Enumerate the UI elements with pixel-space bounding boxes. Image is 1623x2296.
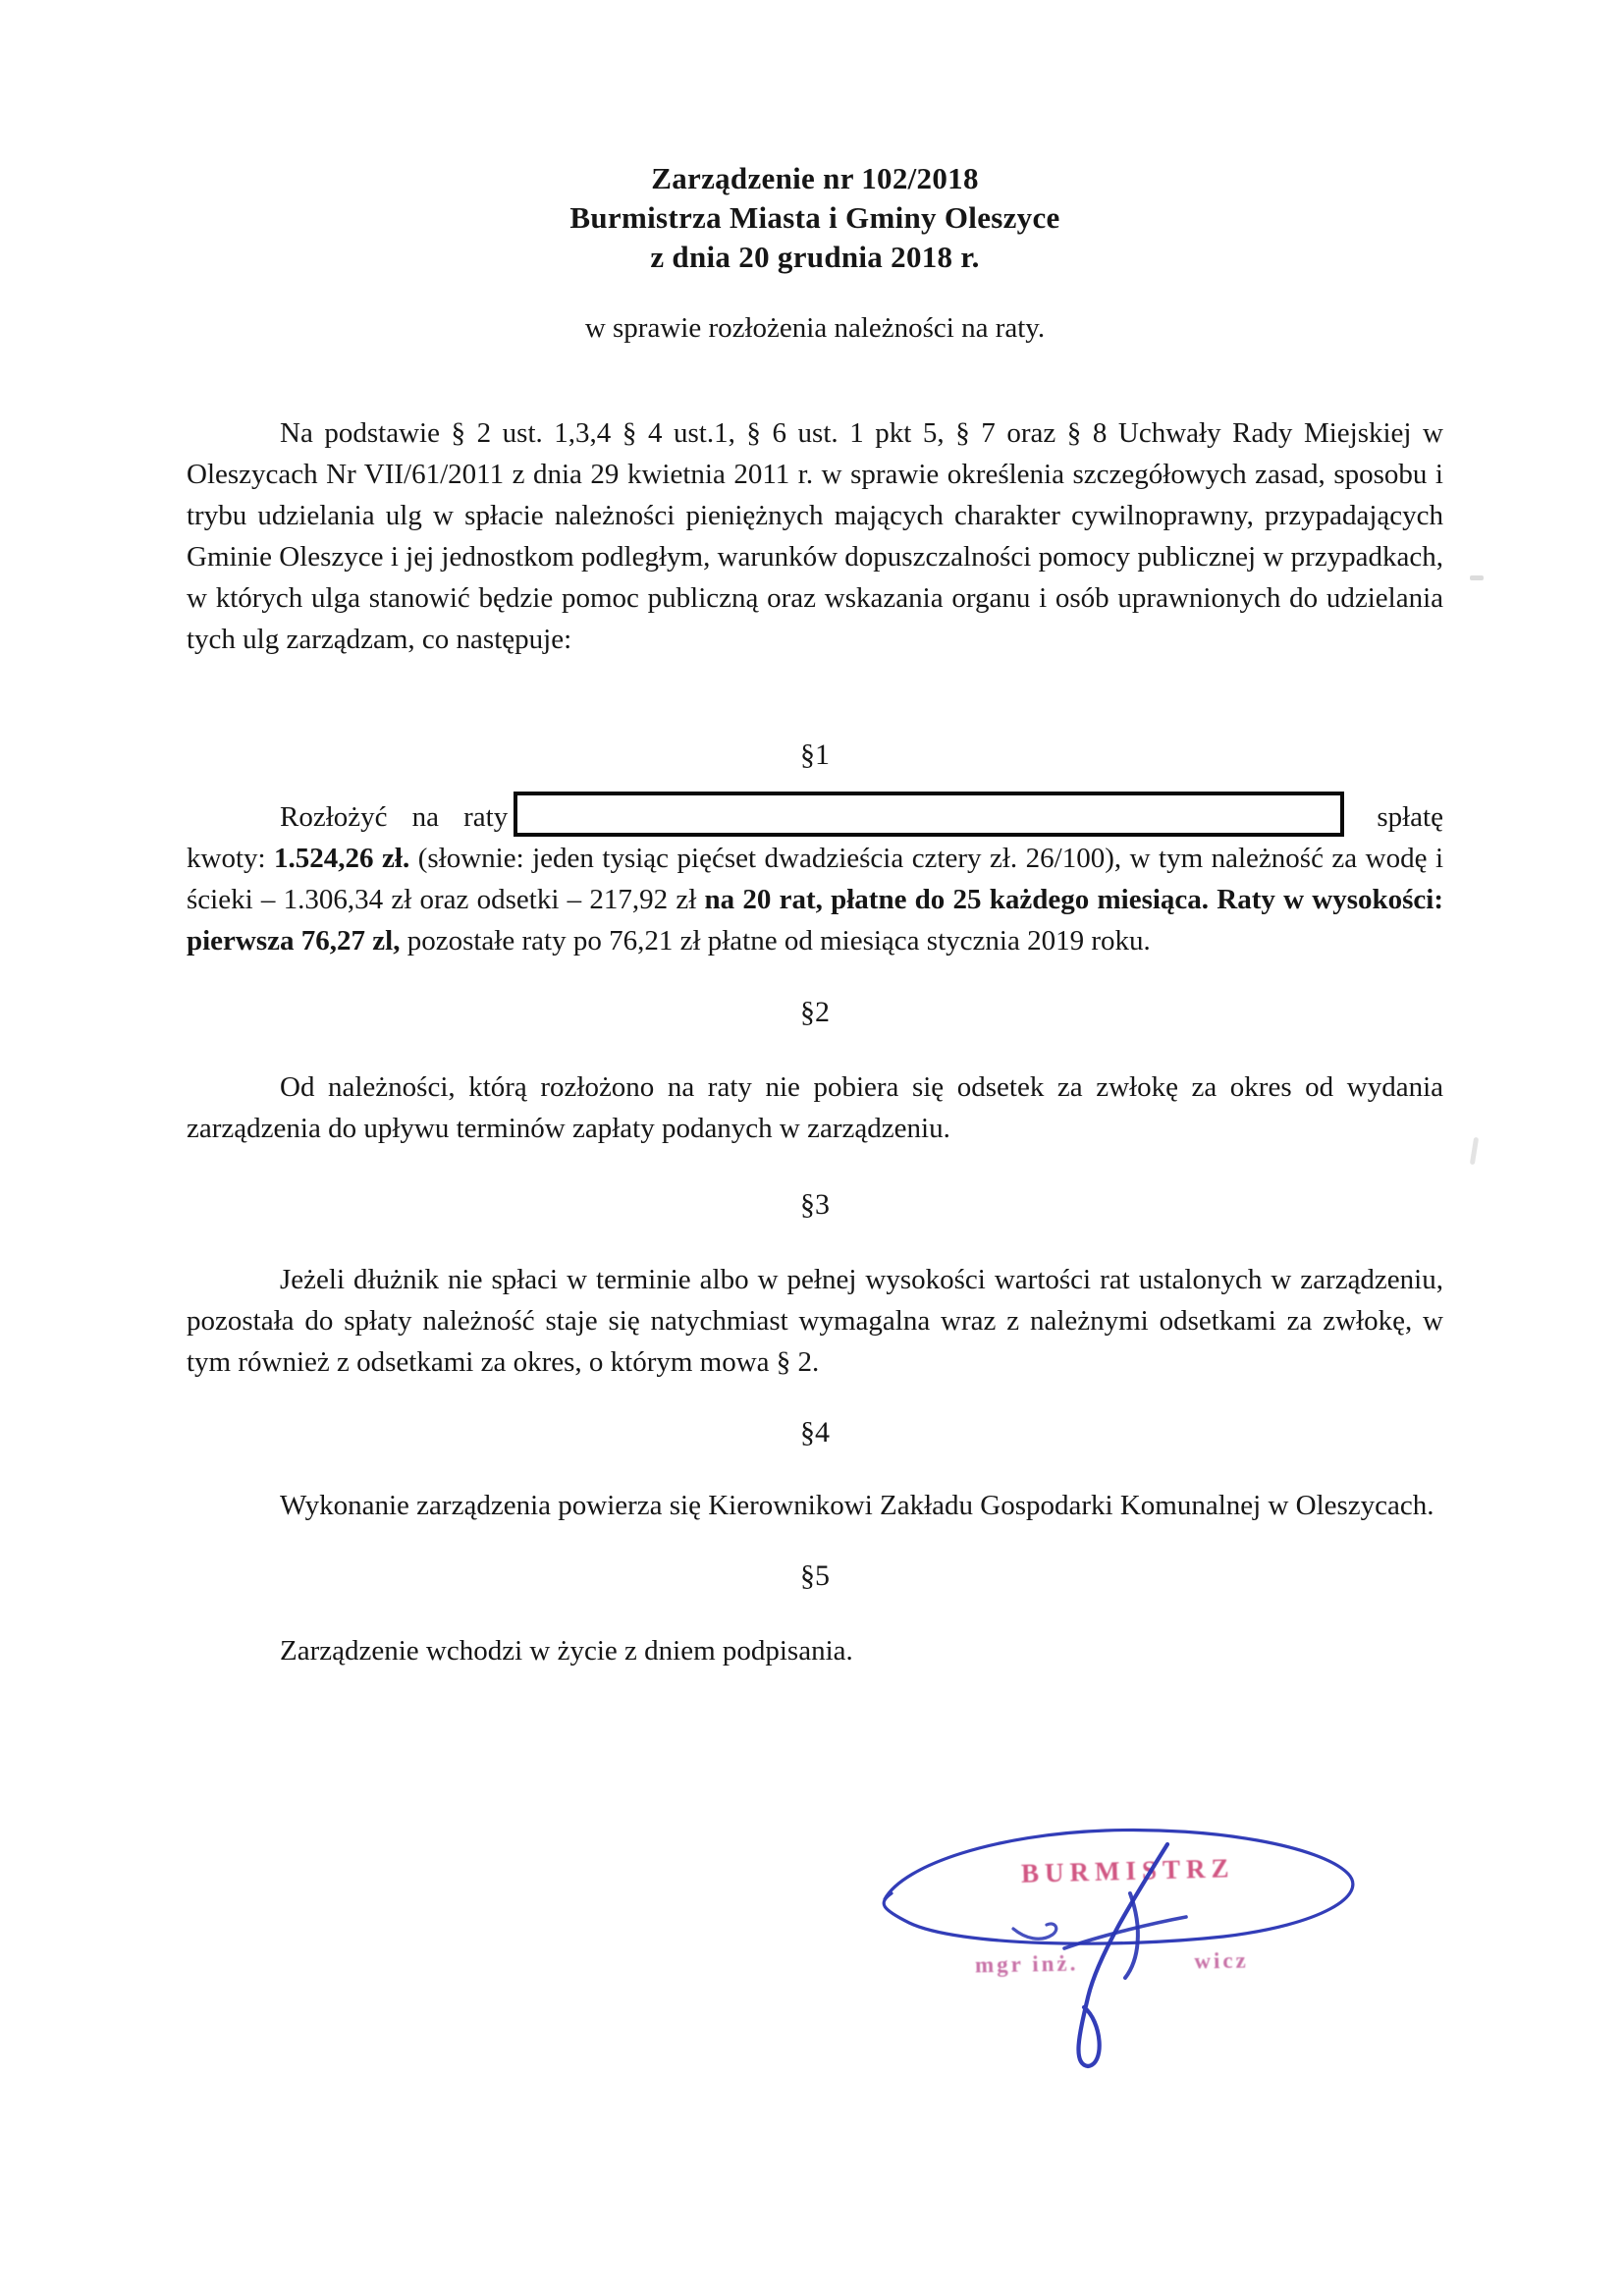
section-1-text-after-box: spłatę kwoty: bbox=[187, 801, 1443, 874]
installment-terms-bold: na 20 rat, płatne do 25 każdego miesiąca. Raty w wysokości: pierwsza 76,27 zl, bbox=[187, 884, 1443, 957]
section-2-paragraph: Od należności, którą rozłożono na raty nie pobiera się odsetek za zwłokę za okres od wydania zarządzenia do upływu terminów zapłaty podanych w zarządzeniu. bbox=[187, 1071, 1443, 1144]
section-1-paragraph bbox=[187, 792, 1443, 961]
mayor-stamp-title: BURMISTRZ bbox=[1020, 1853, 1235, 1888]
section-1-text-tail: pozostałe raty po 76,21 zł płatne od miesiąca stycznia 2019 roku. bbox=[400, 925, 1151, 957]
section-4-paragraph: Wykonanie zarządzenia powierza się Kierownikowi Zakładu Gospodarki Komunalnej w Oleszycach. bbox=[280, 1490, 1434, 1521]
section-3-heading: §3 bbox=[800, 1188, 830, 1221]
scan-artifact bbox=[1470, 575, 1484, 580]
section-1-heading: §1 bbox=[800, 738, 830, 771]
scan-artifact bbox=[1470, 1137, 1479, 1165]
stamp-name-suffix: wicz bbox=[1194, 1947, 1249, 1974]
handwritten-signature-ink bbox=[831, 1774, 1420, 2088]
subject-line: w sprawie rozłożenia należności na raty. bbox=[584, 312, 1046, 344]
redacted-name-box bbox=[514, 792, 1344, 837]
section-1-text-middle: (słownie: jeden tysiąc pięćset dwadzieścia cztery zł. 26/100), w tym należność za wodę i ścieki – 1.306,34 zł oraz odsetki – 217,92 zł bbox=[187, 843, 1444, 915]
section-2-heading: §2 bbox=[800, 996, 830, 1028]
section-4-heading: §4 bbox=[800, 1416, 830, 1449]
ordinance-number: Zarządzenie nr 102/2018 bbox=[651, 161, 979, 195]
total-amount-bold: 1.524,26 zł. bbox=[274, 843, 410, 874]
stamp-name-prefix: mgr inż. bbox=[974, 1950, 1079, 1978]
section-3-paragraph: Jeżeli dłużnik nie spłaci w terminie albo w pełnej wysokości wartości rat ustalonych w zarządzeniu, pozostała do spłaty należność staje się natychmiast wymagalna wraz z należnymi odsetkami za zwłokę, w tym również z odsetkami za okres, o którym mowa § 2. bbox=[187, 1264, 1443, 1378]
issuing-authority: Burmistrza Miasta i Gminy Oleszyce bbox=[569, 200, 1060, 235]
document-title-block bbox=[187, 159, 1443, 277]
section-5-heading: §5 bbox=[800, 1559, 830, 1592]
ordinance-date: z dnia 20 grudnia 2018 r. bbox=[650, 240, 980, 274]
legal-basis-paragraph: Na podstawie § 2 ust. 1,3,4 § 4 ust.1, § 6 ust. 1 pkt 5, § 7 oraz § 8 Uchwały Rady Miejskiej w Oleszycach Nr VII/61/2011 z dnia 29 kwietnia 2011 r. w sprawie określenia szczegółowych zasad, sposobu i trybu udzielania ulg w spłacie należności pieniężnych mających charakter cywilnoprawny, przypadających Gminie Oleszyce i jej jednostkom podległym, warunków dopuszczalności pomocy publicznej w przypadkach, w których ulga stanowić będzie pomoc publiczną oraz wskazania organu i osób uprawnionych do udzielania tych ulg zarządzam, co następuje: bbox=[187, 417, 1443, 655]
section-1-text-before-box: Rozłożyć na raty bbox=[280, 801, 509, 833]
section-5-paragraph: Zarządzenie wchodzi w życie z dniem podpisania. bbox=[280, 1635, 853, 1667]
